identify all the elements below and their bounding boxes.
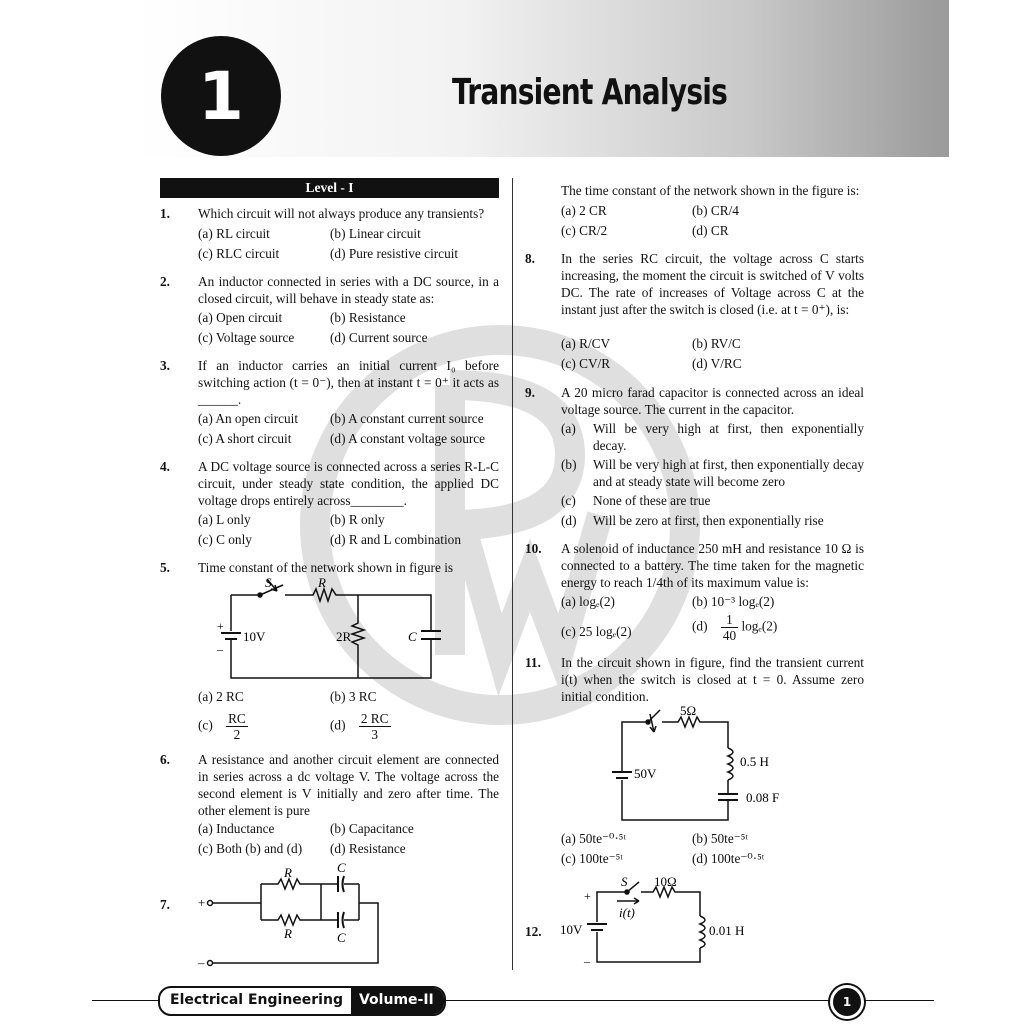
question-text: In the series RC circuit, the voltage across C starts increasing, the moment the circuit is switched of V volts DC. The rate of increases of Voltage across C at the instant just after the switch is closed (i.e. at t = 0⁺), is:	[561, 251, 864, 317]
option-d: (d) R and L combination	[330, 532, 461, 547]
level-heading: Level - I	[160, 178, 499, 198]
option-d: (d) V/RC	[692, 356, 742, 371]
option-c: None of these are true	[593, 493, 711, 508]
question-number: 2.	[160, 274, 170, 289]
option-b: (b) R only	[330, 512, 385, 527]
inductor-label: 0.5 H	[740, 754, 769, 769]
option-a: (a) 2 RC	[198, 689, 244, 704]
question-number: 4.	[160, 459, 170, 474]
plus-sign: +	[198, 895, 206, 910]
option-c: (c) A short circuit	[198, 431, 292, 446]
source-label: 10V	[243, 629, 266, 644]
option-c: (c) C only	[198, 532, 252, 547]
option-a: (a) L only	[198, 512, 251, 527]
question-number: 8.	[525, 251, 535, 266]
question-text: The time constant of the network shown in the figure is:	[561, 183, 860, 198]
option-b: (b) Capacitance	[330, 821, 414, 836]
option-d-label: (d)	[561, 513, 577, 528]
option-c: (c) 100te⁻⁵ᵗ	[561, 851, 623, 866]
option-b: (b) A constant current source	[330, 411, 484, 426]
option-a: (a) RL circuit	[198, 226, 270, 241]
switch-label: S	[621, 874, 628, 889]
source-label: 50V	[634, 766, 657, 781]
plus-sign: +	[584, 889, 591, 903]
option-a: (a) Inductance	[198, 821, 275, 836]
option-a: (a) logₑ(2)	[561, 594, 615, 609]
question-text: Which circuit will not always produce any transients?	[198, 206, 485, 221]
capacitor-bottom-label: C	[337, 930, 346, 945]
option-b: (b) CR/4	[692, 203, 739, 218]
footer-subject: Electrical Engineering	[170, 992, 343, 1008]
question-text: A 20 micro farad capacitor is connected across an ideal voltage source. The current in the capacitor.	[561, 385, 864, 417]
option-b-label: (b)	[561, 457, 577, 472]
switch-label: S	[265, 575, 272, 590]
question-text: A DC voltage source is connected across a series R-L-C circuit, under steady state condition, the applied DC voltage drops entirely across________.	[198, 459, 499, 508]
footer-book-label	[158, 986, 446, 1016]
resistor-label: 10Ω	[654, 874, 677, 889]
question-text: An inductor connected in series with a DC source, in a closed circuit, will behave in steady state as:	[198, 274, 499, 306]
source-label: 10V	[560, 922, 583, 937]
option-b: (b) Linear circuit	[330, 226, 421, 241]
option-b: (b) 3 RC	[330, 689, 377, 704]
page-number: 1	[830, 985, 864, 1019]
option-a: (a) R/CV	[561, 336, 611, 351]
option-c: (c) RLC circuit	[198, 246, 280, 261]
capacitor-label: 0.08 F	[746, 790, 780, 805]
plus-sign: +	[217, 619, 224, 633]
resistor-label: 5Ω	[680, 703, 697, 718]
page-footer	[92, 985, 934, 1015]
option-c: (c) 25 logₑ(2)	[561, 624, 632, 639]
option-d: (d) CR	[692, 223, 729, 238]
column-divider	[512, 178, 513, 970]
inductor-label: 0.01 H	[709, 923, 745, 938]
question-number: 10.	[525, 541, 542, 556]
option-d: (d) Resistance	[330, 841, 406, 856]
footer-volume: Volume-II	[351, 988, 444, 1014]
option-c: (c) Voltage source	[198, 330, 295, 345]
capacitor-label: C	[408, 629, 417, 644]
option-b: (b) Resistance	[330, 310, 406, 325]
question-number: 3.	[160, 358, 170, 373]
fraction: $\frac{RC}{2}$	[228, 711, 246, 742]
option-d: Will be zero at first, then exponentially rise	[593, 513, 824, 528]
option-d: (d) $\frac{2 RC}{3}$	[330, 711, 389, 742]
resistor-top-label: R	[284, 865, 292, 880]
fraction: $\frac{1}{40}$	[722, 612, 737, 643]
option-a: (a) 50te⁻⁰·⁵ᵗ	[561, 831, 626, 846]
option-d: (d) $\frac{1}{40}$ logₑ(2)	[692, 612, 778, 643]
question-number: 6.	[160, 752, 170, 767]
question-text: A solenoid of inductance 250 mH and resistance 10 Ω is connected to a battery. The time taken for the magnetic energy to reach 1/4th of its maximum value is:	[561, 541, 864, 590]
resistor-bottom-label: R	[284, 926, 292, 941]
circuit-diagram-q7	[195, 860, 395, 970]
option-a: Will be very high at first, then exponentially decay.	[593, 421, 864, 453]
option-c: (c) CR/2	[561, 223, 608, 238]
chapter-title: Transient Analysis	[452, 72, 728, 113]
question-text: If an inductor carries an initial current I₀ before switching action (t = 0⁻), then at instant t = 0⁺ it acts as ______.	[198, 358, 499, 407]
question-number: 7.	[160, 897, 170, 912]
option-b: (b) 50te⁻⁵ᵗ	[692, 831, 748, 846]
minus-sign: –	[584, 954, 590, 968]
chapter-number-badge: 1	[161, 36, 281, 156]
current-label: i(t)	[619, 905, 635, 920]
option-c: (c) Both (b) and (d)	[198, 841, 303, 856]
question-number: 5.	[160, 560, 170, 575]
option-d: (d) Current source	[330, 330, 428, 345]
minus-sign: –	[217, 642, 223, 656]
option-b: (b) 10⁻³ logₑ(2)	[692, 594, 775, 609]
question-text: In the circuit shown in figure, find the transient current i(t) when the switch is closed at t = 0. Assume zero initial condition.	[561, 655, 864, 704]
question-number: 1.	[160, 206, 170, 221]
option-c: (c) $\frac{RC}{2}$	[198, 711, 246, 742]
option-c: (c) CV/R	[561, 356, 611, 371]
question-number: 11.	[525, 655, 541, 670]
question-text: A resistance and another circuit element are connected in series across a dc voltage V. The voltage across the second element is V initially and zero after time. The other element is pure	[198, 752, 499, 818]
option-d: (d) A constant voltage source	[330, 431, 486, 446]
circuit-diagram-q12	[555, 870, 775, 970]
fraction: $\frac{2 RC}{3}$	[360, 711, 389, 742]
option-d: (d) Pure resistive circuit	[330, 246, 459, 261]
question-number: 12.	[525, 924, 542, 939]
question-text: Time constant of the network shown in figure is	[198, 560, 454, 575]
question-number: 9.	[525, 385, 535, 400]
option-a: (a) Open circuit	[198, 310, 283, 325]
circuit-diagram-q11	[600, 700, 800, 830]
circuit-diagram-q5	[205, 573, 455, 683]
option-a-label: (a)	[561, 421, 576, 436]
option-a: (a) An open circuit	[198, 411, 299, 426]
option-b: (b) RV/C	[692, 336, 741, 351]
minus-sign: –	[198, 955, 205, 970]
option-a: (a) 2 CR	[561, 203, 607, 218]
option-d: (d) 100te⁻⁰·⁵ᵗ	[692, 851, 765, 866]
resistor-label: R	[318, 575, 326, 590]
option-c-label: (c)	[561, 493, 576, 508]
resistor-2r-label: 2R	[336, 629, 352, 644]
option-b: Will be very high at first, then exponentially decay and at steady state will become zero	[593, 457, 864, 489]
capacitor-top-label: C	[337, 860, 346, 875]
